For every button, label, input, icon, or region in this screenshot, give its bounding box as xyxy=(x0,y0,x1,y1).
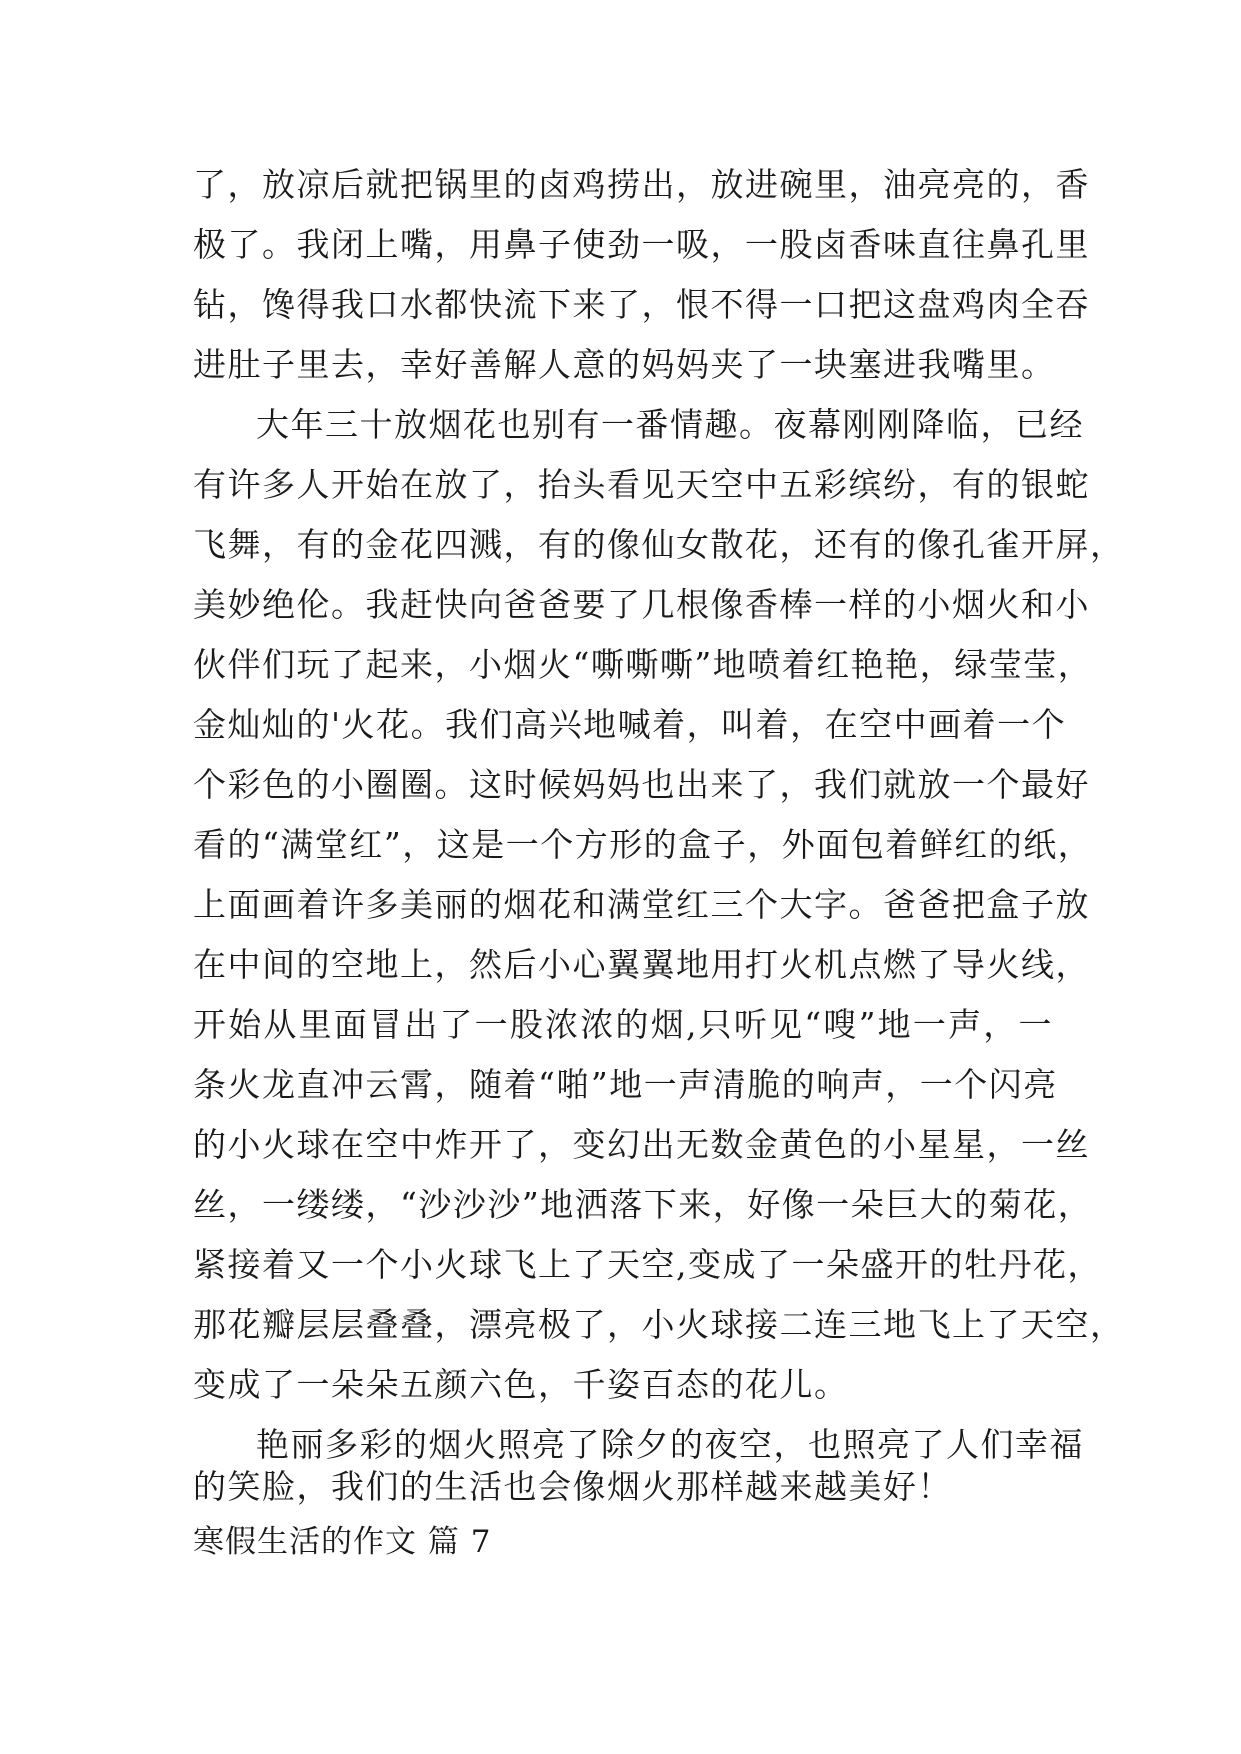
paragraph-2-line-3: 飞舞，有的金花四溅，有的像仙女散花，还有的像孔雀开屏， xyxy=(193,525,1125,564)
paragraph-2-line-10: 在中间的空地上，然后小心翼翼地用打火机点燃了导火线， xyxy=(193,945,1090,984)
paragraph-2-line-7: 个彩色的小圈圈。这时候妈妈也出来了，我们就放一个最好 xyxy=(193,765,1090,804)
paragraph-2-line-16: 那花瓣层层叠叠，漂亮极了，小火球接二连三地飞上了天空， xyxy=(193,1305,1125,1344)
paragraph-2-line-14: 丝，一缕缕，“沙沙沙”地洒落下来，好像一朵巨大的菊花， xyxy=(193,1185,1093,1224)
paragraph-2-line-1: 大年三十放烟花也别有一番情趣。夜幕刚刚降临，已经 xyxy=(256,405,1084,444)
paragraph-1-line-4: 进肚子里去，幸好善解人意的妈妈夹了一块塞进我嘴里。 xyxy=(193,345,1056,384)
paragraph-2-line-9: 上面画着许多美丽的烟花和满堂红三个大字。爸爸把盒子放 xyxy=(193,885,1090,924)
paragraph-1-line-1: 了，放凉后就把锅里的卤鸡捞出，放进碗里，油亮亮的，香 xyxy=(193,165,1090,204)
paragraph-2-line-6: 金灿灿的'火花。我们高兴地喊着，叫着，在空中画着一个 xyxy=(193,705,1067,744)
section-heading: 寒假生活的作文 篇 7 xyxy=(193,1524,492,1560)
paragraph-2-line-17: 变成了一朵朵五颜六色，千姿百态的花儿。 xyxy=(193,1365,849,1404)
paragraph-2-line-8: 看的“满堂红”，这是一个方形的盒子，外面包着鲜红的纸， xyxy=(193,825,1093,864)
paragraph-1-line-2: 极了。我闭上嘴，用鼻子使劲一吸，一股卤香味直往鼻孔里 xyxy=(193,225,1090,264)
paragraph-2-line-15: 紧接着又一个小火球飞上了天空,变成了一朵盛开的牡丹花， xyxy=(193,1245,1102,1284)
paragraph-2-line-13: 的小火球在空中炸开了，变幻出无数金黄色的小星星，一丝 xyxy=(193,1125,1090,1164)
paragraph-2-line-12: 条火龙直冲云霄，随着“啪”地一声清脆的响声，一个闪亮 xyxy=(193,1065,1058,1104)
paragraph-2-line-5: 伙伴们玩了起来，小烟火“嘶嘶嘶”地喷着红艳艳，绿莹莹， xyxy=(193,645,1093,684)
paragraph-3-line-2: 的笑脸，我们的生活也会像烟火那样越来越美好！ xyxy=(193,1467,952,1506)
paragraph-3-line-1: 艳丽多彩的烟火照亮了除夕的夜空，也照亮了人们幸福 xyxy=(256,1425,1084,1464)
paragraph-1-line-3: 钻，馋得我口水都快流下来了，恨不得一口把这盘鸡肉全吞 xyxy=(193,285,1090,324)
paragraph-2-line-2: 有许多人开始在放了，抬头看见天空中五彩缤纷，有的银蛇 xyxy=(193,465,1090,504)
paragraph-2-line-4: 美妙绝伦。我赶快向爸爸要了几根像香棒一样的小烟火和小 xyxy=(193,585,1090,624)
paragraph-2-line-11: 开始从里面冒出了一股浓浓的烟,只听见“嗖”地一声，一 xyxy=(193,1005,1053,1044)
